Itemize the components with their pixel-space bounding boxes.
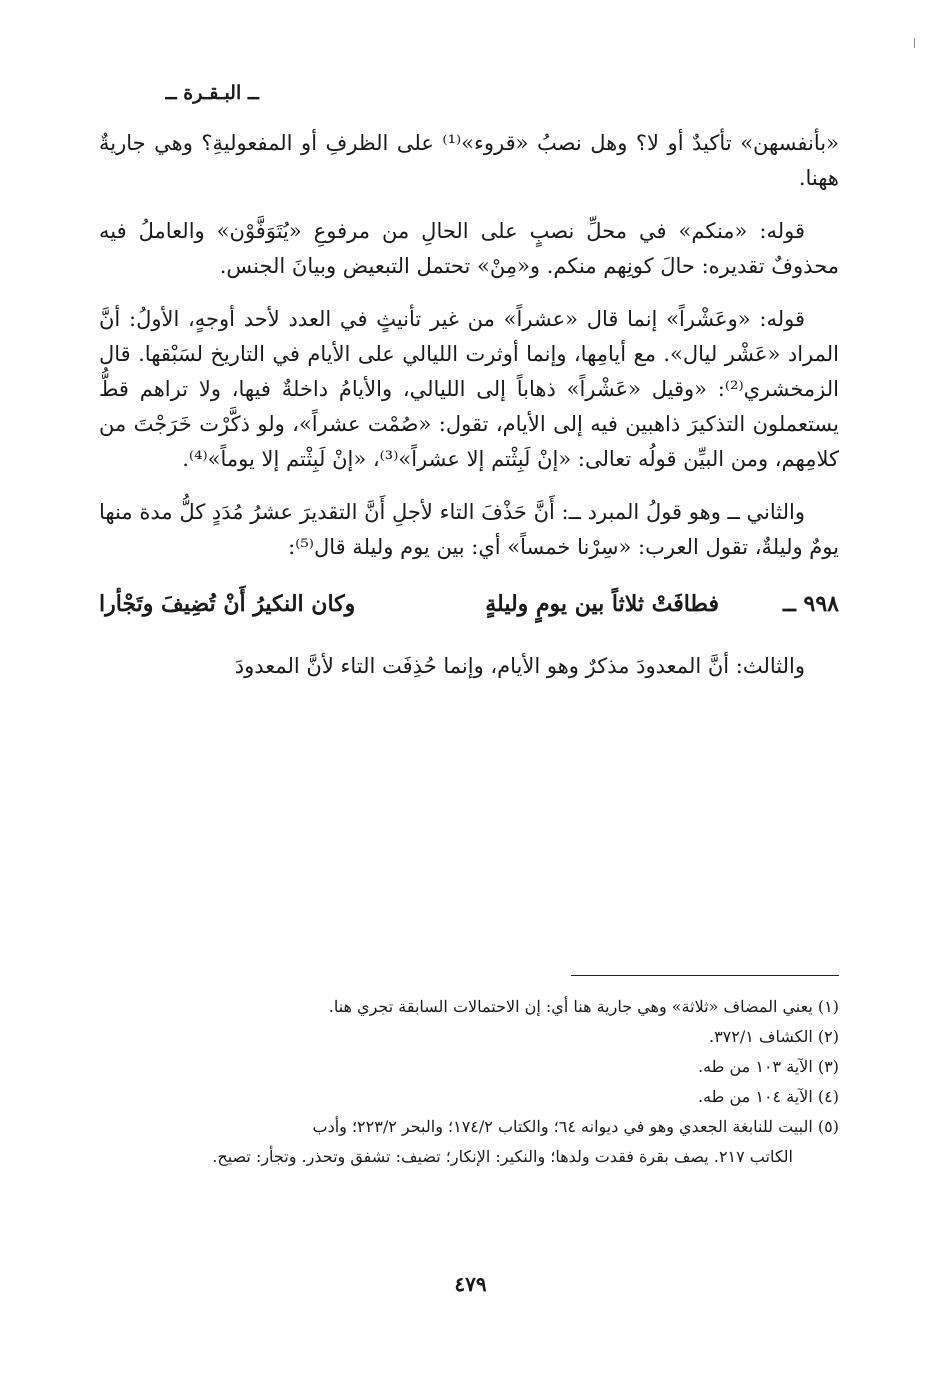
footnotes: [99, 992, 839, 1172]
footnote-continuation: الكاتب ٢١٧. يصف بقرة فقدت ولدها؛ والنكير: الإنكار؛ تضيف: تشفق وتحذر. وتجأر: تصيح.: [212, 1147, 793, 1166]
footnote-text: الكشاف ٣٧٢/١.: [708, 1027, 813, 1046]
verse-second-hemistich: وكان النكيرُ أَنْ تُضِيفَ وتَجْأرا: [99, 591, 356, 617]
footnote-label: (١): [817, 997, 839, 1016]
footnote-2: [99, 1022, 839, 1052]
paragraph-1: «بأنفسهن» تأكيدٌ أو لا؟ وهل نصبُ «قروء»⁽¹⁾ على الظرفِ أو المفعوليةِ؟ وهي جاريةٌ ههنا.: [99, 131, 839, 190]
footnote-label: (٥): [817, 1117, 839, 1136]
footnote-text: الآية ١٠٤ من طه.: [698, 1087, 813, 1106]
paragraph-4: والثاني ــ وهو قولُ المبرد ــ: أَنَّ حَذْفَ التاء لأجلِ أَنَّ التقديرَ عشرُ مُدَدٍ كلُّ مدة منها يومٌ وليلةٌ، تقول العرب: «سِرْنا خمساً» أي: بين يوم وليلة قال⁽⁵⁾:: [99, 500, 839, 559]
footnote-text: يعني المضاف «ثلاثة» وهي جارية هنا أي: إن الاحتمالات السابقة تجري هنا.: [328, 997, 813, 1016]
footnote-5: [99, 1112, 839, 1172]
footnote-1: [99, 992, 839, 1022]
paragraph-2: قوله: «منكم» في محلِّ نصبٍ على الحالِ من مرفوعِ «يُتَوَفَّوْن» والعاملُ فيه محذوفٌ تقديره: حالَ كونِهم منكم. و«مِنْ» تحتمل التبعيض وبيانَ الجنس.: [99, 219, 839, 278]
paragraph-3: قوله: «وعَشْراً» إنما قال «عشراً» من غير تأنيثٍ في العدد لأحد أوجهٍ، الأولُ: أنَّ المراد «عَشْر ليال». مع أيامِها، وإنما أوثرت الليالي على الأيام في التاريخ لسَبْقها. قال الزمخشري⁽²⁾: «وقيل «عَشْراً» ذهاباً إلى الليالي، والأيامُ داخلةٌ فيها، ولا تراهم قطُّ يستعملون التذكيرَ ذاهبين فيه إلى الأيام، تقول: «صُمْت عشراً»، ولو ذكَّرْت خَرَجْتَ من كلامِهم، ومن البيِّن قولُه تعالى: «إنْ لَبِثْتم إلا عشراً»⁽³⁾، «إنْ لَبِثْتم إلا يوماً»⁽⁴⁾.: [99, 307, 839, 471]
footnote-separator: [571, 975, 839, 976]
scan-mark: [914, 38, 915, 48]
main-text: [99, 126, 839, 702]
footnote-label: (٤): [817, 1087, 839, 1106]
footnote-text: البيت للنابغة الجعدي وهو في ديوانه ٦٤؛ والكتاب ١٧٤/٢؛ والبحر ٢٢٣/٢؛ وأدب: [312, 1117, 813, 1136]
footnote-4: [99, 1082, 839, 1112]
page-number: ٤٧٩: [454, 1272, 487, 1296]
poetry-verse: [99, 583, 839, 627]
running-header: ــ البـقـرة ــ: [165, 82, 259, 104]
verse-number: ٩٩٨ ــ: [782, 591, 839, 617]
footnote-3: [99, 1052, 839, 1082]
footnote-label: (٣): [817, 1057, 839, 1076]
footnote-text: الآية ١٠٣ من طه.: [698, 1057, 813, 1076]
paragraph-5: والثالث: أنَّ المعدودَ مذكرٌ وهو الأيام، وإنما حُذِفَت التاء لأنَّ المعدودَ: [234, 654, 805, 678]
footnote-label: (٢): [817, 1027, 839, 1046]
verse-first-hemistich: فطافَتْ ثلاثاً بين يومٍ وليلةٍ: [485, 591, 719, 617]
